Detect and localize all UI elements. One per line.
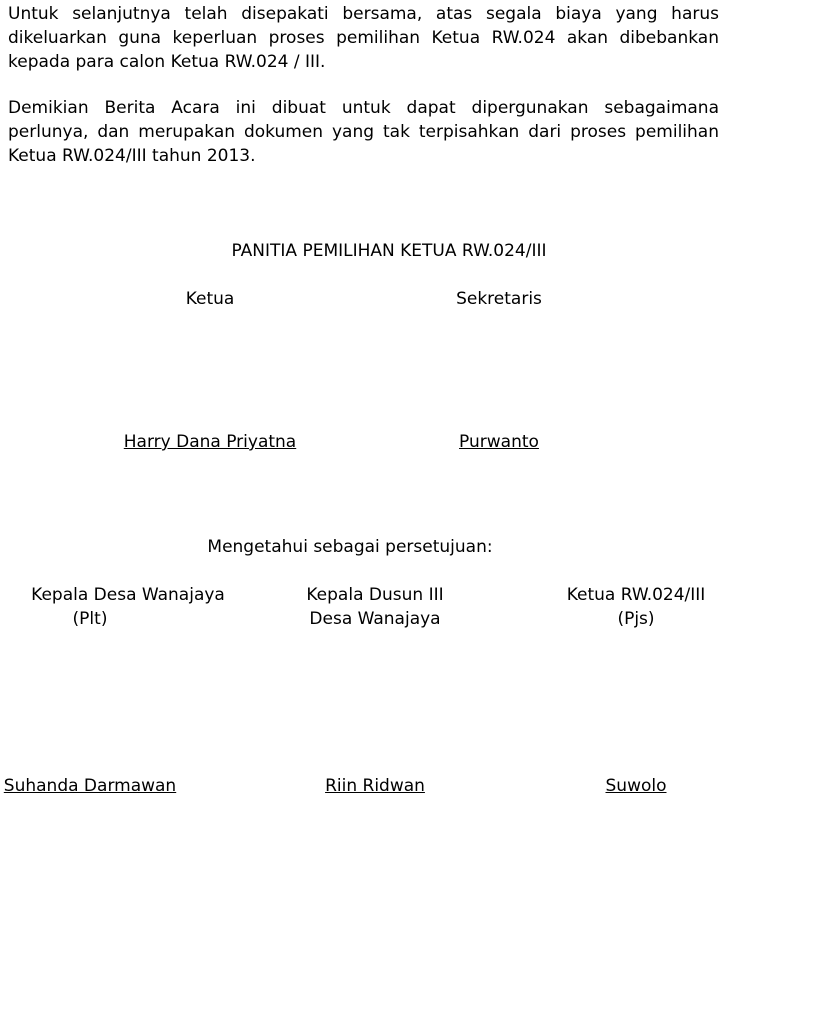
hamlet-head-name: Riin Ridwan — [325, 776, 425, 796]
closing-paragraph-statement: Demikian Berita Acara ini dibuat untuk dapat dipergunakan sebagaimana perlunya, dan merupakan dokumen yang tak terpisahkan dari proses pemilihan Ketua RW.024/III tahun 2013. — [8, 98, 719, 166]
rw-head-role: Ketua RW.024/III — [566, 585, 706, 605]
chair-role: Ketua — [185, 289, 235, 309]
rw-head-name: Suwolo — [605, 776, 667, 796]
village-head-name: Suhanda Darmawan — [3, 776, 177, 796]
village-head-role: Kepala Desa Wanajaya — [31, 585, 225, 605]
hamlet-head-role: Kepala Dusun III — [306, 585, 444, 605]
village-head-role-note: (Plt) — [72, 609, 108, 629]
rw-head-role-note: (Pjs) — [617, 609, 655, 629]
closing-paragraph-costs: Untuk selanjutnya telah disepakati bersama, atas segala biaya yang harus dikeluarkan guna keperluan proses pemilihan Ketua RW.024 akan dibebankan kepada para calon Ketua RW.024 / III. — [8, 4, 719, 72]
chair-name: Harry Dana Priyatna — [123, 432, 297, 452]
secretary-role: Sekretaris — [456, 289, 542, 309]
committee-heading: PANITIA PEMILIHAN KETUA RW.024/III — [231, 241, 547, 261]
hamlet-head-role-note: Desa Wanajaya — [309, 609, 441, 629]
approval-heading: Mengetahui sebagai persetujuan: — [207, 537, 493, 557]
secretary-name: Purwanto — [459, 432, 539, 452]
